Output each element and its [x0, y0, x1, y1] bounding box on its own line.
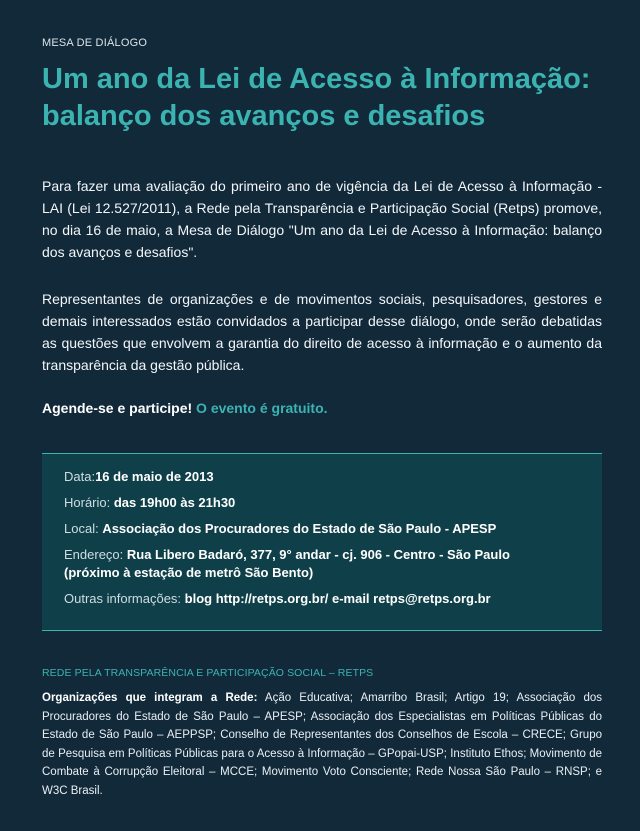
event-date-row	[64, 468, 582, 486]
event-info-row	[64, 590, 582, 608]
event-date-value: 16 de maio de 2013	[95, 469, 214, 484]
network-title: REDE PELA TRANSPARÊNCIA E PARTICIPAÇÃO SOCIAL – RETPS	[42, 667, 374, 679]
event-place-row	[64, 520, 582, 538]
event-time-value: das 19h00 às 21h30	[113, 495, 236, 510]
event-info-value: blog http://retps.org.br/ e-mail retps@retps.org.br	[184, 591, 491, 606]
event-place-label: Local:	[64, 521, 103, 536]
network-members	[42, 689, 602, 800]
cta-free-event: O evento é gratuito.	[196, 400, 328, 416]
event-date-label: Data:	[64, 469, 96, 484]
network-members-label: Organizações que integram a Rede:	[42, 692, 258, 704]
event-details-box	[42, 453, 602, 631]
call-to-action	[42, 400, 328, 416]
intro-paragraph-1: Para fazer uma avaliação do primeiro ano de vigência da Lei de Acesso à Informação - LAI (Lei 12.527/2011), a Rede pela Transparência e Participação Social (Retps) promove, no dia 16 de maio, a Mesa de Diálogo "Um ano da Lei de Acesso à Informação: balanço dos avanços e desafios".	[42, 178, 602, 260]
page-title: Um ano da Lei de Acesso à Informação: balanço dos avanços e desafios	[42, 63, 591, 132]
event-address-value: Rua Libero Badaró, 377, 9° andar - cj. 906 - Centro - São Paulo	[126, 547, 510, 562]
section-kicker: MESA DE DIÁLOGO	[42, 37, 148, 49]
event-time-label: Horário:	[64, 495, 114, 510]
event-info-label: Outras informações:	[64, 591, 185, 606]
network-members-list: Ação Educativa; Amarribo Brasil; Artigo 19; Associação dos Procuradores do Estado de São Paulo – APESP; Associação dos Especialistas em Políticas Públicas do Estado de São Paulo – AEPPSP; Conselho de Representantes dos Conselhos de Escola – CRECE; Grupo de Pesquisa em Políticas Públicas para o Acesso à Informação – GPopai-USP; Instituto Ethos; Movimento de Combate à Corrupção Eleitoral – MCCE; Movimento Voto Consciente; Rede Nossa São Paulo – RNSP; e W3C Brasil.	[42, 692, 602, 797]
cta-participate: Agende-se e participe!	[42, 400, 193, 416]
event-place-value: Associação dos Procuradores do Estado de São Paulo - APESP	[102, 521, 497, 536]
event-time-row	[64, 494, 582, 512]
event-address-row	[64, 546, 582, 582]
event-address-label: Endereço:	[64, 547, 127, 562]
event-address-note: (próximo à estação de metrô São Bento)	[64, 565, 314, 580]
intro-paragraph-2: Representantes de organizações e de movimentos sociais, pesquisadores, gestores e demais interessados estão convidados a participar desse diálogo, onde serão debatidas as questões que envolvem a garantia do direito de acesso à informação e o aumento da transparência da gestão pública.	[42, 291, 602, 373]
